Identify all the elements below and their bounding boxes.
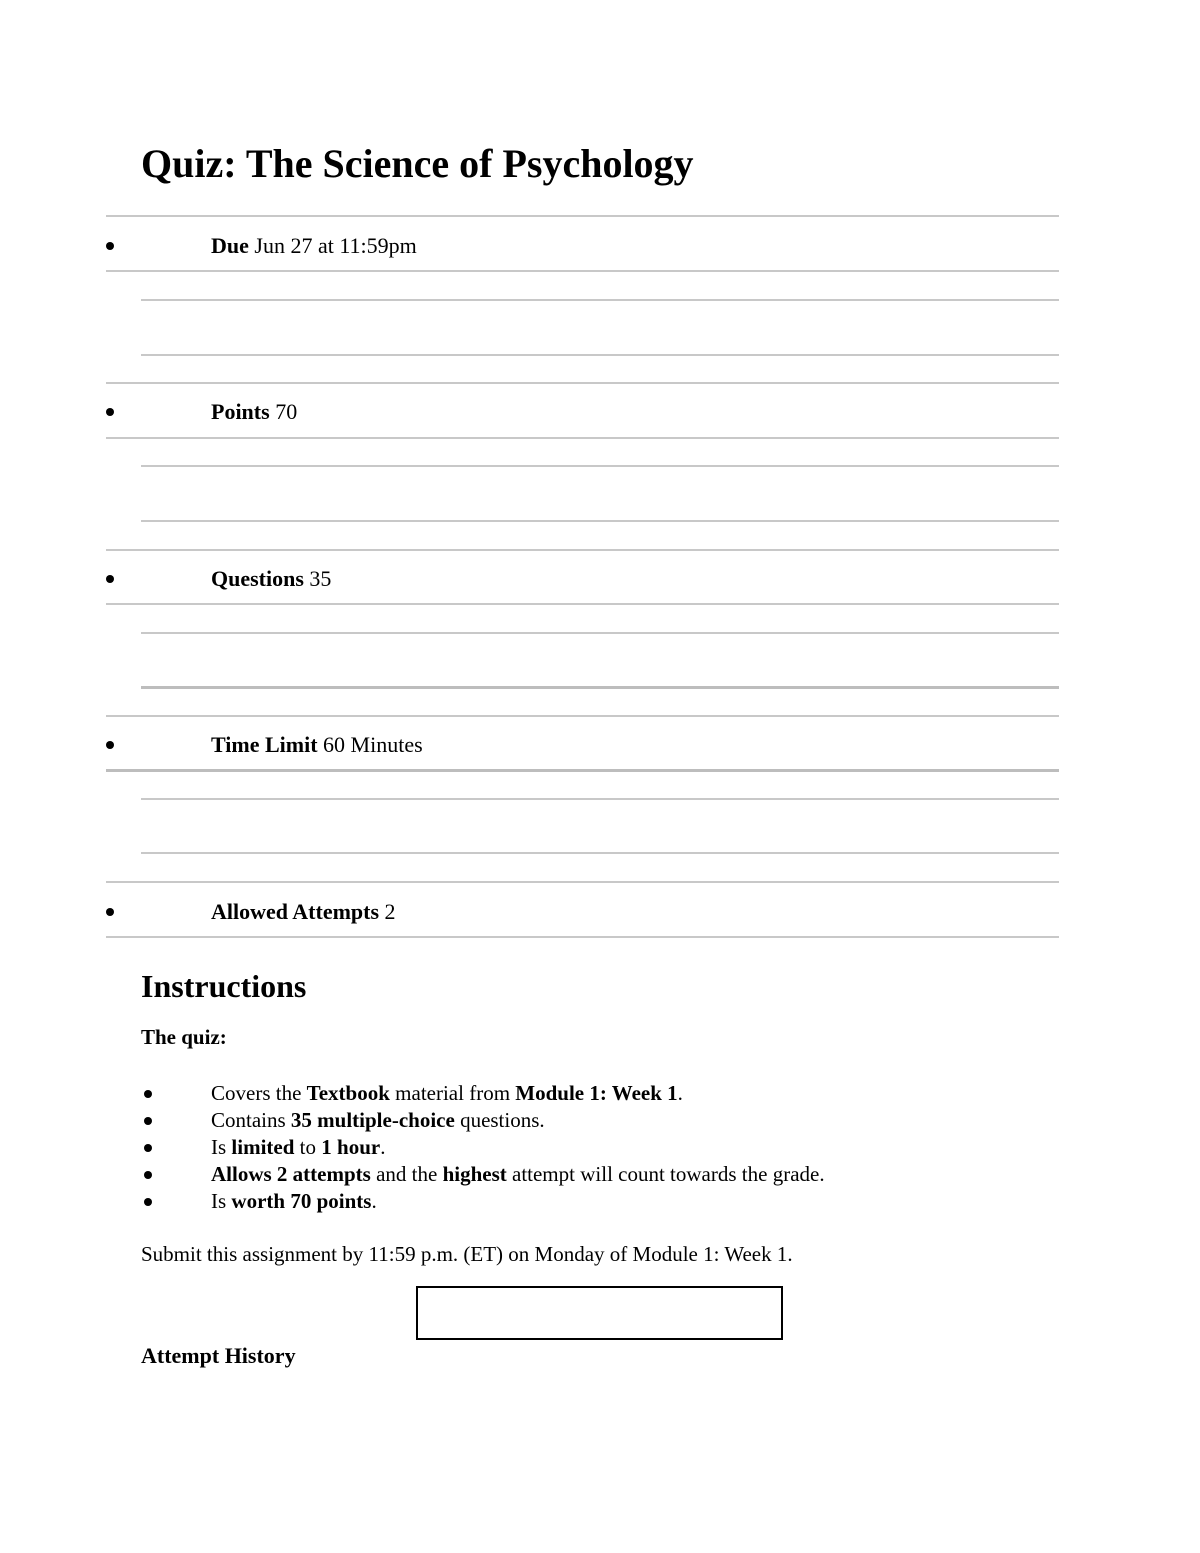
divider	[141, 520, 1059, 522]
list-item: Allows 2 attempts and the highest attempt will count towards the grade.	[141, 1161, 1059, 1188]
submit-note: Submit this assignment by 11:59 p.m. (ET) on Monday of Module 1: Week 1.	[141, 1242, 793, 1266]
detail-time-limit	[106, 725, 1059, 765]
bullet-icon	[106, 408, 114, 416]
detail-label: Time Limit	[211, 732, 318, 757]
detail-allowed-attempts	[106, 892, 1059, 932]
divider	[141, 852, 1059, 854]
list-item: Covers the Textbook material from Module 1: Week 1.	[141, 1080, 1059, 1107]
divider	[141, 686, 1059, 689]
divider	[141, 354, 1059, 356]
detail-value: 2	[384, 899, 396, 924]
instructions-intro: The quiz:	[141, 1025, 227, 1049]
divider	[106, 936, 1059, 938]
attempt-history-heading: Attempt History	[141, 1343, 296, 1368]
divider	[141, 299, 1059, 301]
detail-value: Jun 27 at 11:59pm	[254, 233, 417, 258]
detail-label: Due	[211, 233, 249, 258]
list-item: Is limited to 1 hour.	[141, 1134, 1059, 1161]
detail-label: Allowed Attempts	[211, 899, 380, 924]
divider	[141, 632, 1059, 634]
detail-label: Questions	[211, 566, 304, 591]
bullet-icon	[144, 1144, 152, 1152]
instructions-heading: Instructions	[141, 968, 307, 1004]
divider	[106, 549, 1059, 551]
detail-questions	[106, 559, 1059, 599]
detail-value: 70	[275, 399, 298, 424]
bullet-icon	[144, 1171, 152, 1179]
bullet-icon	[144, 1198, 152, 1206]
list-item: Contains 35 multiple-choice questions.	[141, 1107, 1059, 1134]
bullet-icon	[106, 575, 114, 583]
divider	[106, 881, 1059, 883]
divider	[106, 603, 1059, 605]
bullet-icon	[106, 741, 114, 749]
detail-value: 60 Minutes	[323, 732, 423, 757]
page-title: Quiz: The Science of Psychology	[141, 141, 694, 186]
instructions-list	[141, 1080, 1059, 1215]
divider	[106, 270, 1059, 272]
divider	[106, 769, 1059, 772]
divider	[106, 215, 1059, 217]
bullet-icon	[106, 242, 114, 250]
detail-points	[106, 392, 1059, 432]
divider	[106, 715, 1059, 717]
divider	[141, 798, 1059, 800]
bullet-icon	[106, 908, 114, 916]
detail-value: 35	[309, 566, 332, 591]
divider	[141, 465, 1059, 467]
bullet-icon	[144, 1090, 152, 1098]
empty-box	[416, 1286, 783, 1340]
bullet-icon	[144, 1117, 152, 1125]
divider	[106, 437, 1059, 439]
detail-due	[106, 226, 1059, 266]
divider	[106, 382, 1059, 384]
list-item: Is worth 70 points.	[141, 1188, 1059, 1215]
detail-label: Points	[211, 399, 270, 424]
